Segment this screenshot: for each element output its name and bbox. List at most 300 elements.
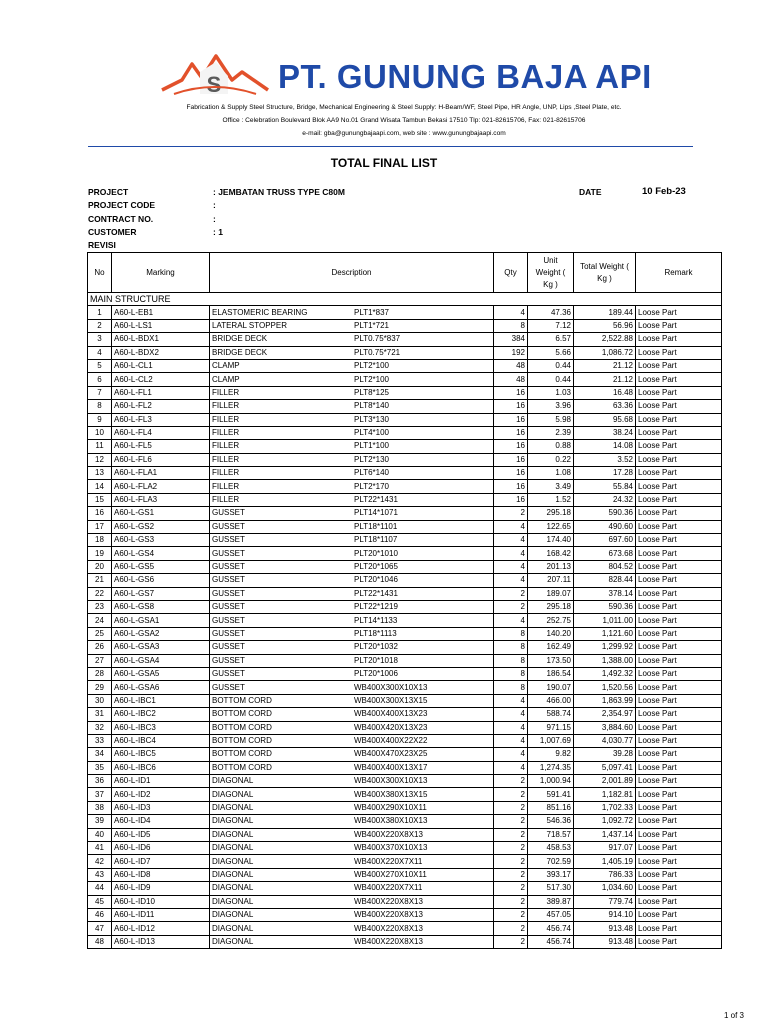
table-row	[88, 547, 722, 560]
col-remark-header: Remark	[636, 253, 722, 293]
part-spec: WB400X220X8X13	[354, 829, 423, 839]
part-spec: WB400X420X13X23	[354, 722, 428, 732]
cell-marking: A60-L-FL4	[112, 426, 210, 439]
cell-total-weight: 697.60	[574, 534, 636, 547]
cell-description	[210, 708, 494, 721]
cell-unit-weight: 207.11	[528, 574, 574, 587]
part-name: GUSSET	[212, 588, 245, 598]
cell-qty: 2	[494, 600, 528, 613]
cell-qty: 2	[494, 908, 528, 921]
cell-no: 2	[88, 319, 112, 332]
part-name: DIAGONAL	[212, 816, 254, 826]
cell-marking: A60-L-ID6	[112, 842, 210, 855]
cell-qty: 2	[494, 828, 528, 841]
company-logo	[160, 50, 270, 102]
part-name: DIAGONAL	[212, 843, 254, 853]
cell-description	[210, 748, 494, 761]
cell-total-weight: 2,001.89	[574, 775, 636, 788]
cell-marking: A60-L-FL1	[112, 386, 210, 399]
part-spec: PLT4*100	[354, 428, 389, 438]
cell-qty: 4	[494, 761, 528, 774]
section-title: MAIN STRUCTURE	[88, 293, 722, 306]
part-spec: PLT22*1219	[354, 602, 398, 612]
cell-unit-weight: 0.22	[528, 453, 574, 466]
part-spec: PLT2*100	[354, 374, 389, 384]
cell-qty: 192	[494, 346, 528, 359]
cell-no: 19	[88, 547, 112, 560]
cell-remark: Loose Part	[636, 721, 722, 734]
cell-description	[210, 413, 494, 426]
cell-total-weight: 55.84	[574, 480, 636, 493]
cell-no: 45	[88, 895, 112, 908]
cell-unit-weight: 201.13	[528, 560, 574, 573]
cell-remark: Loose Part	[636, 493, 722, 506]
cell-description	[210, 373, 494, 386]
cell-unit-weight: 591.41	[528, 788, 574, 801]
cell-description	[210, 922, 494, 935]
cell-no: 33	[88, 734, 112, 747]
cell-unit-weight: 122.65	[528, 520, 574, 533]
cell-qty: 2	[494, 895, 528, 908]
table-row	[88, 400, 722, 413]
cell-qty: 8	[494, 627, 528, 640]
cell-qty: 4	[494, 721, 528, 734]
cell-no: 7	[88, 386, 112, 399]
table-row	[88, 587, 722, 600]
cell-marking: A60-L-ID7	[112, 855, 210, 868]
cell-marking: A60-L-GS4	[112, 547, 210, 560]
cell-total-weight: 24.32	[574, 493, 636, 506]
cell-unit-weight: 389.87	[528, 895, 574, 908]
mountain-logo-icon	[160, 50, 270, 102]
cell-unit-weight: 1.52	[528, 493, 574, 506]
cell-total-weight: 16.48	[574, 386, 636, 399]
part-spec: PLT18*1113	[354, 628, 397, 638]
cell-total-weight: 590.36	[574, 507, 636, 520]
cell-marking: A60-L-ID1	[112, 775, 210, 788]
cell-unit-weight: 851.16	[528, 801, 574, 814]
cell-total-weight: 2,522.88	[574, 333, 636, 346]
table-row	[88, 868, 722, 881]
cell-description	[210, 386, 494, 399]
cell-remark: Loose Part	[636, 895, 722, 908]
cell-description	[210, 694, 494, 707]
cell-no: 13	[88, 467, 112, 480]
part-name: FILLER	[212, 441, 240, 451]
date-value: 10 Feb-23	[642, 186, 686, 197]
cell-total-weight: 1,388.00	[574, 654, 636, 667]
cell-no: 23	[88, 600, 112, 613]
cell-total-weight: 21.12	[574, 359, 636, 372]
part-spec: PLT1*721	[354, 320, 389, 330]
cell-marking: A60-L-GSA6	[112, 681, 210, 694]
cell-marking: A60-L-FL3	[112, 413, 210, 426]
table-row	[88, 922, 722, 935]
cell-marking: A60-L-BDX2	[112, 346, 210, 359]
table-row	[88, 882, 722, 895]
cell-remark: Loose Part	[636, 801, 722, 814]
cell-unit-weight: 718.57	[528, 828, 574, 841]
part-spec: WB400X380X10X13	[354, 816, 428, 826]
cell-no: 18	[88, 534, 112, 547]
cell-marking: A60-L-GSA3	[112, 641, 210, 654]
cell-unit-weight: 971.15	[528, 721, 574, 734]
part-name: BOTTOM CORD	[212, 695, 272, 705]
cell-no: 29	[88, 681, 112, 694]
part-spec: PLT2*100	[354, 361, 389, 371]
part-name: FILLER	[212, 401, 240, 411]
cell-description	[210, 547, 494, 560]
table-row	[88, 467, 722, 480]
cell-total-weight: 5,097.41	[574, 761, 636, 774]
cell-remark: Loose Part	[636, 681, 722, 694]
cell-description	[210, 908, 494, 921]
table-row	[88, 520, 722, 533]
cell-qty: 2	[494, 815, 528, 828]
table-row	[88, 386, 722, 399]
part-spec: PLT0.75*721	[354, 347, 401, 357]
part-spec: WB400X220X8X13	[354, 923, 423, 933]
part-spec: PLT6*140	[354, 468, 389, 478]
table-row	[88, 788, 722, 801]
cell-total-weight: 1,437.14	[574, 828, 636, 841]
cell-total-weight: 95.68	[574, 413, 636, 426]
col-total-weight-header: Total Weight ( Kg )	[574, 253, 636, 293]
cell-total-weight: 3,884.60	[574, 721, 636, 734]
part-name: ELASTOMERIC BEARING	[212, 307, 308, 317]
part-name: FILLER	[212, 481, 240, 491]
cell-qty: 16	[494, 480, 528, 493]
cell-unit-weight: 466.00	[528, 694, 574, 707]
cell-no: 24	[88, 614, 112, 627]
cell-qty: 48	[494, 373, 528, 386]
part-name: BOTTOM CORD	[212, 709, 272, 719]
table-row	[88, 600, 722, 613]
company-name: PT. GUNUNG BAJA API	[278, 58, 652, 95]
part-spec: WB400X290X10X11	[354, 803, 427, 813]
cell-no: 43	[88, 868, 112, 881]
cell-unit-weight: 458.53	[528, 842, 574, 855]
part-name: BOTTOM CORD	[212, 722, 272, 732]
cell-no: 42	[88, 855, 112, 868]
part-name: DIAGONAL	[212, 910, 254, 920]
cell-marking: A60-L-FL5	[112, 440, 210, 453]
cell-marking: A60-L-GS2	[112, 520, 210, 533]
cell-remark: Loose Part	[636, 641, 722, 654]
part-spec: WB400X400X22X22	[354, 736, 428, 746]
cell-qty: 8	[494, 681, 528, 694]
cell-marking: A60-L-GSA2	[112, 627, 210, 640]
part-spec: PLT2*130	[354, 454, 389, 464]
cell-description	[210, 627, 494, 640]
part-name: DIAGONAL	[212, 776, 254, 786]
cell-remark: Loose Part	[636, 922, 722, 935]
cell-no: 9	[88, 413, 112, 426]
cell-description	[210, 574, 494, 587]
page-number: 1 of 3	[723, 1011, 744, 1020]
cell-marking: A60-L-ID3	[112, 801, 210, 814]
cell-remark: Loose Part	[636, 788, 722, 801]
cell-description	[210, 842, 494, 855]
part-name: DIAGONAL	[212, 829, 254, 839]
cell-remark: Loose Part	[636, 935, 722, 948]
table-row	[88, 534, 722, 547]
cell-remark: Loose Part	[636, 453, 722, 466]
svg-text:S: S	[206, 72, 222, 97]
customer-label: CUSTOMER	[88, 227, 137, 237]
part-name: GUSSET	[212, 508, 245, 518]
cell-remark: Loose Part	[636, 600, 722, 613]
cell-qty: 16	[494, 413, 528, 426]
cell-no: 38	[88, 801, 112, 814]
cell-qty: 2	[494, 775, 528, 788]
table-row	[88, 413, 722, 426]
cell-remark: Loose Part	[636, 775, 722, 788]
part-spec: PLT8*125	[354, 387, 389, 397]
part-name: GUSSET	[212, 535, 245, 545]
cell-qty: 16	[494, 440, 528, 453]
cell-qty: 4	[494, 560, 528, 573]
cell-unit-weight: 186.54	[528, 667, 574, 680]
table-row	[88, 775, 722, 788]
cell-description	[210, 828, 494, 841]
part-spec: WB400X300X10X13	[354, 776, 428, 786]
cell-description	[210, 560, 494, 573]
cell-no: 41	[88, 842, 112, 855]
cell-total-weight: 1,086.72	[574, 346, 636, 359]
cell-no: 15	[88, 493, 112, 506]
cell-unit-weight: 252.75	[528, 614, 574, 627]
col-qty-header: Qty	[494, 253, 528, 293]
cell-total-weight: 673.68	[574, 547, 636, 560]
part-name: BRIDGE DECK	[212, 334, 268, 344]
table-row	[88, 493, 722, 506]
table-row	[88, 908, 722, 921]
part-name: DIAGONAL	[212, 883, 254, 893]
table-row	[88, 480, 722, 493]
cell-no: 14	[88, 480, 112, 493]
cell-marking: A60-L-FLA1	[112, 467, 210, 480]
table-row	[88, 507, 722, 520]
table-row	[88, 815, 722, 828]
cell-no: 11	[88, 440, 112, 453]
cell-qty: 48	[494, 359, 528, 372]
cell-description	[210, 788, 494, 801]
cell-no: 37	[88, 788, 112, 801]
part-spec: WB400X220X7X11	[354, 856, 423, 866]
cell-total-weight: 189.44	[574, 306, 636, 319]
part-spec: PLT20*1006	[354, 669, 398, 679]
cell-remark: Loose Part	[636, 560, 722, 573]
cell-no: 16	[88, 507, 112, 520]
cell-total-weight: 1,011.00	[574, 614, 636, 627]
cell-total-weight: 1,121.60	[574, 627, 636, 640]
header-divider	[88, 146, 693, 147]
cell-no: 31	[88, 708, 112, 721]
part-name: DIAGONAL	[212, 923, 254, 933]
cell-remark: Loose Part	[636, 480, 722, 493]
cell-qty: 2	[494, 842, 528, 855]
table-row	[88, 667, 722, 680]
part-name: GUSSET	[212, 655, 245, 665]
cell-total-weight: 17.28	[574, 467, 636, 480]
cell-qty: 2	[494, 935, 528, 948]
cell-total-weight: 913.48	[574, 935, 636, 948]
cell-qty: 16	[494, 426, 528, 439]
cell-unit-weight: 168.42	[528, 547, 574, 560]
cell-remark: Loose Part	[636, 842, 722, 855]
cell-qty: 4	[494, 748, 528, 761]
cell-total-weight: 1,520.56	[574, 681, 636, 694]
part-spec: WB400X220X7X11	[354, 883, 423, 893]
cell-marking: A60-L-ID13	[112, 935, 210, 948]
cell-unit-weight: 3.49	[528, 480, 574, 493]
part-name: LATERAL STOPPER	[212, 320, 287, 330]
cell-marking: A60-L-GS7	[112, 587, 210, 600]
cell-unit-weight: 3.96	[528, 400, 574, 413]
cell-description	[210, 400, 494, 413]
table-row	[88, 855, 722, 868]
table-header-row	[88, 253, 722, 293]
cell-description	[210, 467, 494, 480]
cell-remark: Loose Part	[636, 587, 722, 600]
part-name: DIAGONAL	[212, 869, 254, 879]
part-spec: PLT14*1071	[354, 508, 398, 518]
project-code-label: PROJECT CODE	[88, 200, 156, 210]
cell-unit-weight: 517.30	[528, 882, 574, 895]
cell-marking: A60-L-FL2	[112, 400, 210, 413]
cell-unit-weight: 140.20	[528, 627, 574, 640]
cell-total-weight: 779.74	[574, 895, 636, 908]
part-spec: WB400X220X8X13	[354, 910, 423, 920]
cell-description	[210, 520, 494, 533]
cell-unit-weight: 9.82	[528, 748, 574, 761]
cell-marking: A60-L-IBC1	[112, 694, 210, 707]
cell-remark: Loose Part	[636, 761, 722, 774]
part-spec: WB400X400X13X23	[354, 709, 428, 719]
cell-no: 34	[88, 748, 112, 761]
cell-remark: Loose Part	[636, 908, 722, 921]
cell-total-weight: 1,034.60	[574, 882, 636, 895]
cell-marking: A60-L-GS5	[112, 560, 210, 573]
cell-no: 4	[88, 346, 112, 359]
cell-description	[210, 654, 494, 667]
cell-no: 5	[88, 359, 112, 372]
cell-description	[210, 761, 494, 774]
document-title: TOTAL FINAL LIST	[330, 156, 438, 170]
cell-no: 26	[88, 641, 112, 654]
col-marking-header: Marking	[112, 253, 210, 293]
col-no-header: No	[88, 253, 112, 293]
cell-marking: A60-L-GS6	[112, 574, 210, 587]
cell-no: 35	[88, 761, 112, 774]
cell-marking: A60-L-CL2	[112, 373, 210, 386]
cell-marking: A60-L-IBC5	[112, 748, 210, 761]
cell-no: 46	[88, 908, 112, 921]
cell-total-weight: 828.44	[574, 574, 636, 587]
part-spec: PLT18*1101	[354, 521, 398, 531]
cell-remark: Loose Part	[636, 373, 722, 386]
cell-marking: A60-L-ID4	[112, 815, 210, 828]
cell-description	[210, 614, 494, 627]
cell-no: 40	[88, 828, 112, 841]
cell-remark: Loose Part	[636, 748, 722, 761]
cell-unit-weight: 295.18	[528, 600, 574, 613]
part-name: GUSSET	[212, 548, 245, 558]
table-row	[88, 681, 722, 694]
cell-qty: 4	[494, 520, 528, 533]
cell-remark: Loose Part	[636, 627, 722, 640]
table-row	[88, 574, 722, 587]
cell-remark: Loose Part	[636, 386, 722, 399]
cell-total-weight: 1,092.72	[574, 815, 636, 828]
part-name: DIAGONAL	[212, 803, 254, 813]
part-name: GUSSET	[212, 602, 245, 612]
cell-marking: A60-L-GSA5	[112, 667, 210, 680]
cell-total-weight: 1,492.32	[574, 667, 636, 680]
col-description-header: Description	[210, 253, 494, 293]
part-spec: WB400X400X13X17	[354, 762, 428, 772]
cell-total-weight: 804.52	[574, 560, 636, 573]
cell-remark: Loose Part	[636, 614, 722, 627]
cell-unit-weight: 702.59	[528, 855, 574, 868]
cell-unit-weight: 7.12	[528, 319, 574, 332]
cell-no: 21	[88, 574, 112, 587]
cell-unit-weight: 0.88	[528, 440, 574, 453]
cell-remark: Loose Part	[636, 333, 722, 346]
cell-qty: 4	[494, 694, 528, 707]
cell-no: 47	[88, 922, 112, 935]
cell-qty: 2	[494, 788, 528, 801]
table-row	[88, 935, 722, 948]
cell-no: 44	[88, 882, 112, 895]
part-spec: PLT20*1046	[354, 575, 398, 585]
cell-no: 39	[88, 815, 112, 828]
cell-marking: A60-L-BDX1	[112, 333, 210, 346]
cell-no: 6	[88, 373, 112, 386]
part-spec: PLT20*1010	[354, 548, 398, 558]
part-name: BOTTOM CORD	[212, 749, 272, 759]
part-spec: WB400X270X10X11	[354, 869, 427, 879]
cell-remark: Loose Part	[636, 413, 722, 426]
contract-value: :	[213, 214, 216, 224]
part-name: GUSSET	[212, 628, 245, 638]
cell-qty: 2	[494, 801, 528, 814]
cell-marking: A60-L-GS1	[112, 507, 210, 520]
cell-qty: 2	[494, 882, 528, 895]
cell-remark: Loose Part	[636, 547, 722, 560]
cell-no: 3	[88, 333, 112, 346]
cell-unit-weight: 5.66	[528, 346, 574, 359]
project-label: PROJECT	[88, 187, 129, 197]
cell-total-weight: 378.14	[574, 587, 636, 600]
cell-total-weight: 1,405.19	[574, 855, 636, 868]
cell-unit-weight: 456.74	[528, 935, 574, 948]
part-name: FILLER	[212, 414, 240, 424]
part-spec: WB400X220X8X13	[354, 896, 423, 906]
cell-description	[210, 426, 494, 439]
cell-qty: 4	[494, 574, 528, 587]
date-label: DATE	[579, 187, 602, 197]
cell-qty: 2	[494, 855, 528, 868]
part-spec: PLT0.75*837	[354, 334, 401, 344]
cell-marking: A60-L-ID5	[112, 828, 210, 841]
cell-description	[210, 507, 494, 520]
cell-total-weight: 917.07	[574, 842, 636, 855]
cell-unit-weight: 162.49	[528, 641, 574, 654]
cell-description	[210, 882, 494, 895]
table-row	[88, 734, 722, 747]
